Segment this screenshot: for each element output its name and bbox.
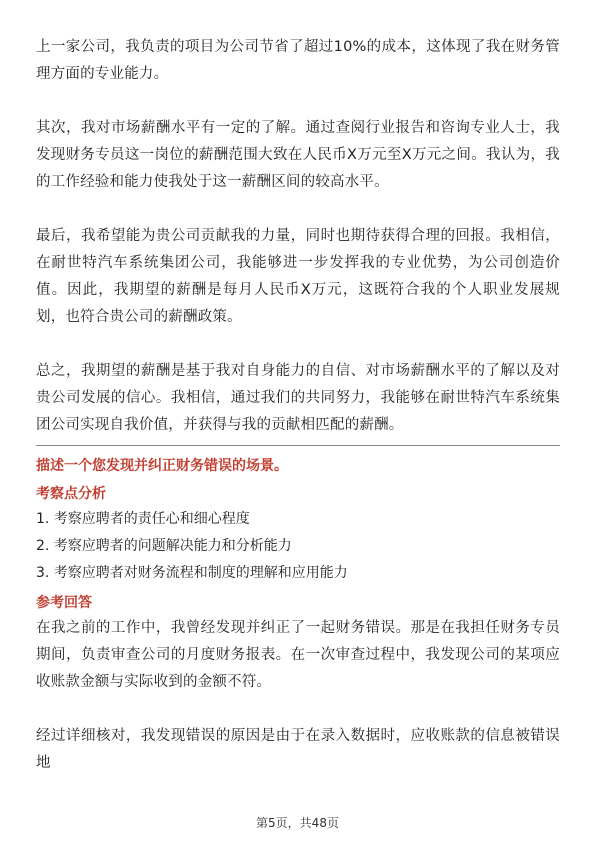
answer-paragraph-1: 在我之前的工作中，我曾经发现并纠正了一起财务错误。那是在我担任财务专员期间，负责审查公司的月度财务报表。在一次审查过程中，我发现公司的某项应收账款金额与实际收到的金额不符。 — [36, 620, 560, 690]
paragraph-gap — [36, 196, 560, 223]
section-divider — [36, 445, 560, 446]
answer-paragraph-2: 经过详细核对，我发现错误的原因是由于在录入数据时，应收账款的信息被错误地 — [36, 728, 560, 771]
point-item-1: 1. 考察应聘者的责任心和细心程度 — [36, 511, 250, 527]
page-content — [36, 34, 560, 777]
page-number: 第5页，共48页 — [256, 816, 339, 830]
point-item-3: 3. 考察应聘者对财务流程和制度的理解和应用能力 — [36, 565, 348, 581]
question-title: 描述一个您发现并纠正财务错误的场景。 — [36, 458, 288, 474]
point-item-2: 2. 考察应聘者的问题解决能力和分析能力 — [36, 538, 292, 554]
body-paragraph-1: 上一家公司，我负责的项目为公司节省了超过10%的成本，这体现了我在财务管理方面的专业能力。 — [36, 39, 560, 82]
paragraph-gap — [36, 331, 560, 358]
points-heading: 考察点分析 — [36, 486, 106, 502]
body-paragraph-2: 其次，我对市场薪酬水平有一定的了解。通过查阅行业报告和咨询专业人士，我发现财务专员这一岗位的薪酬范围大致在人民币X万元至X万元之间。我认为，我的工作经验和能力使我处于这一薪酬区间的较高水平。 — [36, 120, 560, 190]
paragraph-gap — [36, 696, 560, 723]
body-paragraph-4: 总之，我期望的薪酬是基于我对自身能力的自信、对市场薪酬水平的了解以及对贵公司发展的信心。我相信，通过我们的共同努力，我能够在耐世特汽车系统集团公司实现自我价值，并获得与我的贡献相匹配的薪酬。 — [36, 363, 560, 433]
body-paragraph-3: 最后，我希望能为贵公司贡献我的力量，同时也期待获得合理的回报。我相信，在耐世特汽车系统集团公司，我能够进一步发挥我的专业优势，为公司创造价值。因此，我期望的薪酬是每月人民币X万元，这既符合我的个人职业发展规划，也符合贵公司的薪酬政策。 — [36, 228, 560, 325]
answer-heading: 参考回答 — [36, 595, 92, 611]
paragraph-gap — [36, 88, 560, 115]
